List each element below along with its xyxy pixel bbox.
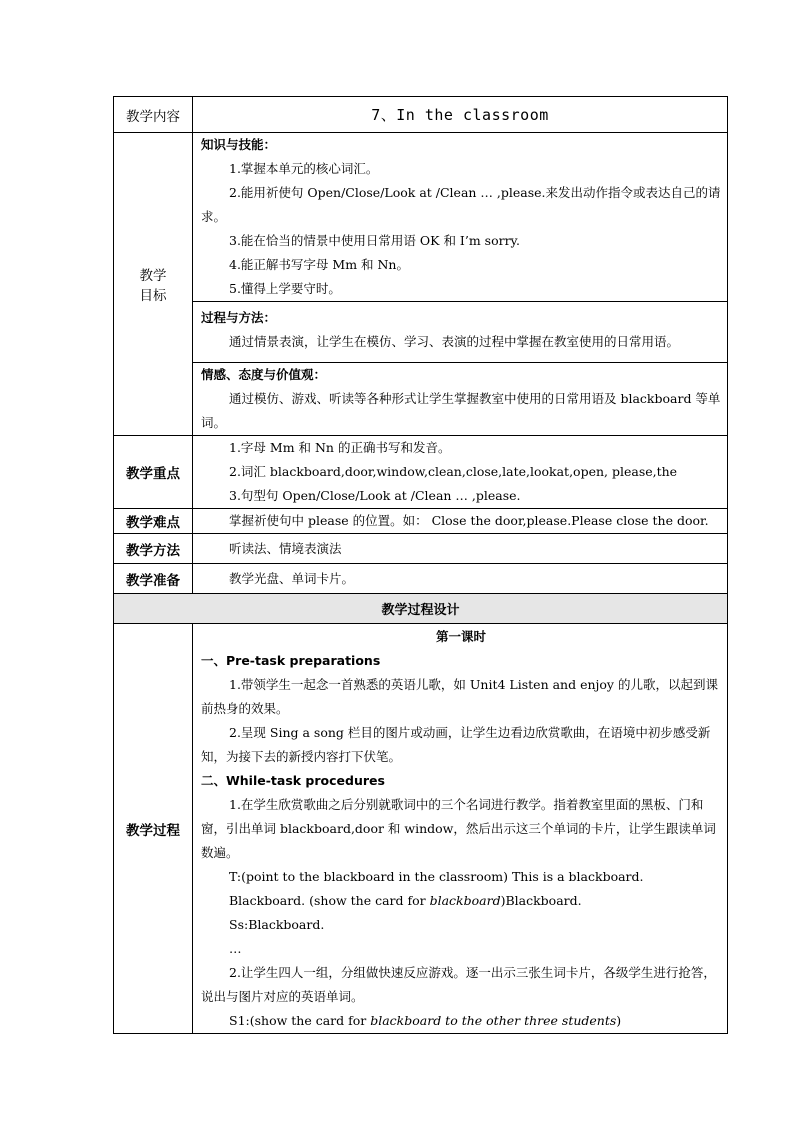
method-text: 听读法、情境表演法: [229, 540, 342, 556]
process-heading: 过程与方法：: [201, 310, 277, 325]
dialog-blackboard-post: )Blackboard.: [500, 893, 582, 908]
knowledge-heading: 知识与技能：: [201, 137, 277, 152]
dialog-teacher: T:(point to the blackboard in the classroom) This is a blackboard.: [229, 869, 644, 884]
method-label: 教学方法: [114, 534, 193, 564]
knowledge-item-4: 4.能正解书写字母 Mm 和 Nn。: [229, 257, 409, 272]
preparation-row: [114, 564, 728, 594]
dialog-blackboard-em: blackboard: [429, 893, 501, 908]
knowledge-item-2: 2.能用祈使句 Open/Close/Look at /Clean … ,please.来发出动作指令或表达自己的请求。: [201, 185, 721, 224]
emotion-text: 通过模仿、游戏、听读等各种形式让学生掌握教室中使用的日常用语及 blackboard 等单词。: [201, 391, 721, 430]
difficulty-section: [193, 509, 728, 534]
knowledge-item-5: 5.懂得上学要守时。: [229, 281, 341, 296]
emotion-heading: 情感、态度与价值观：: [201, 367, 327, 382]
preparation-text: 教学光盘、单词卡片。: [229, 570, 355, 586]
dialog-s1-post: ): [616, 1013, 622, 1028]
dialog-blackboard-pre: Blackboard. (show the card for: [229, 893, 430, 908]
lesson-plan-table: [113, 96, 728, 1034]
goals-label: [114, 133, 193, 436]
key-points-section: [193, 436, 728, 509]
goals-row-process: [114, 302, 728, 363]
goals-label-line2: 目标: [139, 288, 167, 304]
while-task-heading: 二、While-task procedures: [201, 773, 385, 788]
lesson-title: 7、In the classroom: [193, 97, 728, 133]
process-text: 通过情景表演，让学生在模仿、学习、表演的过程中掌握在教室使用的日常用语。: [229, 334, 680, 349]
while-task-item-2: 2.让学生四人一组，分组做快速反应游戏。逐一出示三张生词卡片，各级学生进行抢答，说出与图片对应的英语单词。: [201, 965, 716, 1004]
goals-label-line1: 教学: [139, 268, 167, 284]
knowledge-item-3: 3.能在恰当的情景中使用日常用语 OK 和 I’m sorry.: [229, 233, 520, 248]
key-points-label: 教学重点: [114, 436, 193, 509]
preparation-section: [193, 564, 728, 594]
process-row: [114, 624, 728, 1034]
knowledge-section: [193, 133, 728, 302]
preparation-label: 教学准备: [114, 564, 193, 594]
emotion-section: [193, 363, 728, 436]
dialog-s1: [201, 1009, 721, 1033]
key-point-3: 3.句型句 Open/Close/Look at /Clean … ,please.: [229, 488, 521, 503]
pre-task-heading: 一、Pre-task preparations: [201, 653, 381, 668]
dialog-s1-em: blackboard to the other three students: [370, 1013, 617, 1028]
content-row: [114, 97, 728, 133]
difficulty-row: [114, 509, 728, 534]
dialog-ellipsis: …: [229, 941, 242, 956]
process-design-banner: 教学过程设计: [114, 594, 728, 624]
pre-task-item-1: 1.带领学生一起念一首熟悉的英语儿歌，如 Unit4 Listen and enjoy 的儿歌，以起到课前热身的效果。: [201, 677, 718, 716]
content-label: 教学内容: [114, 97, 193, 133]
key-point-2: 2.词汇 blackboard,door,window,clean,close,late,lookat,open, please,the: [229, 464, 678, 479]
difficulty-text: 掌握祈使句中 please 的位置。如： Close the door,please.Please close the door.: [229, 513, 709, 528]
while-task-item-1: 1.在学生欣赏歌曲之后分别就歌词中的三个名词进行教学。指着教室里面的黑板、门和窗，引出单词 blackboard,door 和 window，然后出示这三个单词的卡片，让学生跟读单词数遍。: [201, 797, 716, 860]
process-label: 教学过程: [114, 624, 193, 1034]
dialog-s1-pre: S1:(show the card for: [229, 1013, 371, 1028]
dialog-blackboard: [201, 889, 721, 913]
process-body: [193, 624, 728, 1034]
difficulty-label: 教学难点: [114, 509, 193, 534]
key-point-1: 1.字母 Mm 和 Nn 的正确书写和发音。: [229, 440, 451, 455]
dialog-students: Ss:Blackboard.: [229, 917, 325, 932]
pre-task-item-2: 2.呈现 Sing a song 栏目的图片或动画，让学生边看边欣赏歌曲，在语境中初步感受新知，为接下去的新授内容打下伏笔。: [201, 725, 711, 764]
process-design-banner-row: [114, 594, 728, 624]
goals-row-knowledge: [114, 133, 728, 302]
method-row: [114, 534, 728, 564]
method-section: [193, 534, 728, 564]
key-points-row: [114, 436, 728, 509]
process-section: [193, 302, 728, 363]
goals-row-emotion: [114, 363, 728, 436]
knowledge-item-1: 1.掌握本单元的核心词汇。: [229, 161, 379, 176]
lesson-heading: 第一课时: [435, 629, 486, 644]
